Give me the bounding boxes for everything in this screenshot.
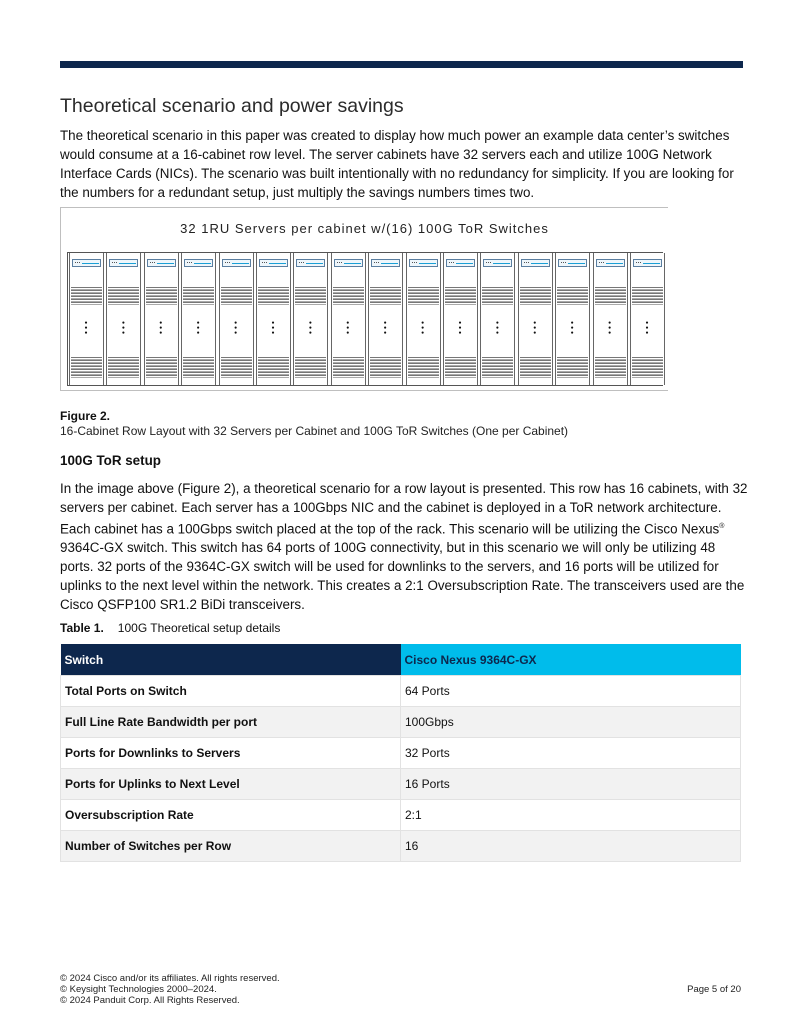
- server-unit: [221, 375, 252, 378]
- more-servers-ellipsis: ● ● ●: [308, 320, 312, 336]
- table-header-switch: Switch: [61, 644, 401, 676]
- table-cell-value: 16 Ports: [401, 769, 741, 800]
- server-unit: [258, 375, 289, 378]
- table-cell-value: 32 Ports: [401, 738, 741, 769]
- figure-caption: 16-Cabinet Row Layout with 32 Servers per Cabinet and 100G ToR Switches (One per Cabinet): [60, 424, 569, 438]
- cabinet: [181, 253, 216, 385]
- tor-switch: [147, 259, 176, 267]
- page-number: Page 5 of 20: [687, 984, 741, 995]
- copyright-panduit: © 2024 Panduit Corp. All Rights Reserved.: [60, 995, 240, 1006]
- copyright-cisco: © 2024 Cisco and/or its affiliates. All rights reserved.: [60, 973, 280, 984]
- server-unit: [482, 302, 513, 305]
- tor-switch: [222, 259, 251, 267]
- more-servers-ellipsis: ● ● ●: [458, 320, 462, 336]
- table-cell-value: 16: [401, 831, 741, 862]
- server-unit: [370, 302, 401, 305]
- setup-details-table: [60, 644, 741, 862]
- more-servers-ellipsis: ● ● ●: [645, 320, 649, 336]
- table-caption-text: 100G Theoretical setup details: [117, 621, 281, 635]
- cabinet: [293, 253, 328, 385]
- tor-switch: [334, 259, 363, 267]
- more-servers-ellipsis: ● ● ●: [84, 320, 88, 336]
- more-servers-ellipsis: ● ● ●: [159, 320, 163, 336]
- cabinet: [256, 253, 291, 385]
- cabinet: [555, 253, 590, 385]
- server-unit: [520, 302, 551, 305]
- table-cell-label: Number of Switches per Row: [61, 831, 401, 862]
- tor-switch: [296, 259, 325, 267]
- table-caption: [60, 621, 280, 635]
- server-unit: [333, 375, 364, 378]
- section-title: Theoretical scenario and power savings: [60, 95, 404, 117]
- table-row: [61, 676, 741, 707]
- registered-mark: ®: [719, 523, 725, 530]
- intro-paragraph: The theoretical scenario in this paper was created to display how much power an example data center’s switches would consume at a 16-cabinet row level. The server cabinets have 32 servers each and utilize 100G Network Interface Cards (NICs). The scenario was built intentionally with no redundancy for simplicity. If you are looking for the numbers for a redundant setup, just multiply the savings numbers times two.: [60, 128, 734, 200]
- table-cell-value: 2:1: [401, 800, 741, 831]
- table-header-model: Cisco Nexus 9364C-GX: [401, 644, 741, 676]
- body-paragraph: [60, 479, 750, 614]
- footer-copyright: [60, 973, 280, 1006]
- copyright-keysight: © Keysight Technologies 2000–2024.: [60, 984, 217, 995]
- server-unit: [108, 302, 139, 305]
- server-unit: [221, 302, 252, 305]
- table-cell-label: Ports for Downlinks to Servers: [61, 738, 401, 769]
- tor-switch: [633, 259, 662, 267]
- figure-label: Figure 2.: [60, 409, 111, 423]
- row-layout-diagram: [60, 207, 668, 391]
- server-unit: [183, 302, 214, 305]
- tor-switch: [446, 259, 475, 267]
- server-unit: [408, 302, 439, 305]
- server-unit: [370, 375, 401, 378]
- more-servers-ellipsis: ● ● ●: [570, 320, 574, 336]
- table-cell-label: Oversubscription Rate: [61, 800, 401, 831]
- server-unit: [71, 375, 102, 378]
- tor-switch: [72, 259, 101, 267]
- body-text-part2: 9364C-GX switch. This switch has 64 ports of 100G connectivity, but in this scenario we will only be utilizing 48 ports. 32 ports of the 9364C-GX switch will be used for downlinks to the servers, and 16 ports will be utilized for uplinks to the next level within the network. This creates a 2:1 Oversubscription Rate. The transceivers used are the Cisco QSFP100 SR1.2 BiDi transceivers.: [60, 540, 745, 613]
- table-row: [61, 707, 741, 738]
- table-row: [61, 800, 741, 831]
- more-servers-ellipsis: ● ● ●: [271, 320, 275, 336]
- cabinet: [406, 253, 441, 385]
- table-cell-value: 64 Ports: [401, 676, 741, 707]
- tor-switch: [409, 259, 438, 267]
- cabinet: [480, 253, 515, 385]
- table-cell-label: Total Ports on Switch: [61, 676, 401, 707]
- diagram-title: 32 1RU Servers per cabinet w/(16) 100G ToR Switches: [180, 221, 549, 236]
- table-row: [61, 831, 741, 862]
- server-unit: [295, 375, 326, 378]
- more-servers-ellipsis: ● ● ●: [121, 320, 125, 336]
- table-cell-label: Full Line Rate Bandwidth per port: [61, 707, 401, 738]
- cabinet: [69, 253, 104, 385]
- table-row: [61, 738, 741, 769]
- cabinet: [518, 253, 553, 385]
- more-servers-ellipsis: ● ● ●: [533, 320, 537, 336]
- table-row: [61, 769, 741, 800]
- body-text-part1: In the image above (Figure 2), a theoretical scenario for a row layout is presented. This row has 16 cabinets, with 32 servers per cabinet. Each server has a 100Gbps NIC and the cabinet is deployed in a ToR network architecture. Each cabinet has a 100Gbps switch placed at the top of the rack. This scenario will be utilizing the Cisco Nexus: [60, 481, 748, 537]
- cabinet: [331, 253, 366, 385]
- server-unit: [632, 302, 663, 305]
- tor-switch: [558, 259, 587, 267]
- server-unit: [520, 375, 551, 378]
- table-label: Table 1.: [60, 621, 104, 635]
- server-unit: [146, 375, 177, 378]
- more-servers-ellipsis: ● ● ●: [608, 320, 612, 336]
- server-unit: [632, 375, 663, 378]
- tor-switch: [483, 259, 512, 267]
- subsection-title: 100G ToR setup: [60, 453, 161, 468]
- tor-switch: [596, 259, 625, 267]
- more-servers-ellipsis: ● ● ●: [383, 320, 387, 336]
- server-unit: [595, 302, 626, 305]
- cabinet-row: [67, 252, 663, 386]
- more-servers-ellipsis: ● ● ●: [234, 320, 238, 336]
- more-servers-ellipsis: ● ● ●: [196, 320, 200, 336]
- cabinet: [368, 253, 403, 385]
- cabinet: [106, 253, 141, 385]
- server-unit: [557, 302, 588, 305]
- cabinet: [144, 253, 179, 385]
- tor-switch: [521, 259, 550, 267]
- table-cell-value: 100Gbps: [401, 707, 741, 738]
- tor-switch: [109, 259, 138, 267]
- cabinet: [219, 253, 254, 385]
- server-unit: [445, 302, 476, 305]
- server-unit: [146, 302, 177, 305]
- tor-switch: [371, 259, 400, 267]
- cabinet: [593, 253, 628, 385]
- server-unit: [482, 375, 513, 378]
- server-unit: [258, 302, 289, 305]
- server-unit: [71, 302, 102, 305]
- more-servers-ellipsis: ● ● ●: [421, 320, 425, 336]
- server-unit: [408, 375, 439, 378]
- tor-switch: [184, 259, 213, 267]
- server-unit: [295, 302, 326, 305]
- table-header-row: [61, 644, 741, 676]
- server-unit: [557, 375, 588, 378]
- server-unit: [445, 375, 476, 378]
- table-cell-label: Ports for Uplinks to Next Level: [61, 769, 401, 800]
- cabinet: [630, 253, 665, 385]
- cabinet: [443, 253, 478, 385]
- tor-switch: [259, 259, 288, 267]
- server-unit: [333, 302, 364, 305]
- header-rule: [60, 61, 743, 68]
- server-unit: [595, 375, 626, 378]
- more-servers-ellipsis: ● ● ●: [495, 320, 499, 336]
- more-servers-ellipsis: ● ● ●: [346, 320, 350, 336]
- server-unit: [108, 375, 139, 378]
- server-unit: [183, 375, 214, 378]
